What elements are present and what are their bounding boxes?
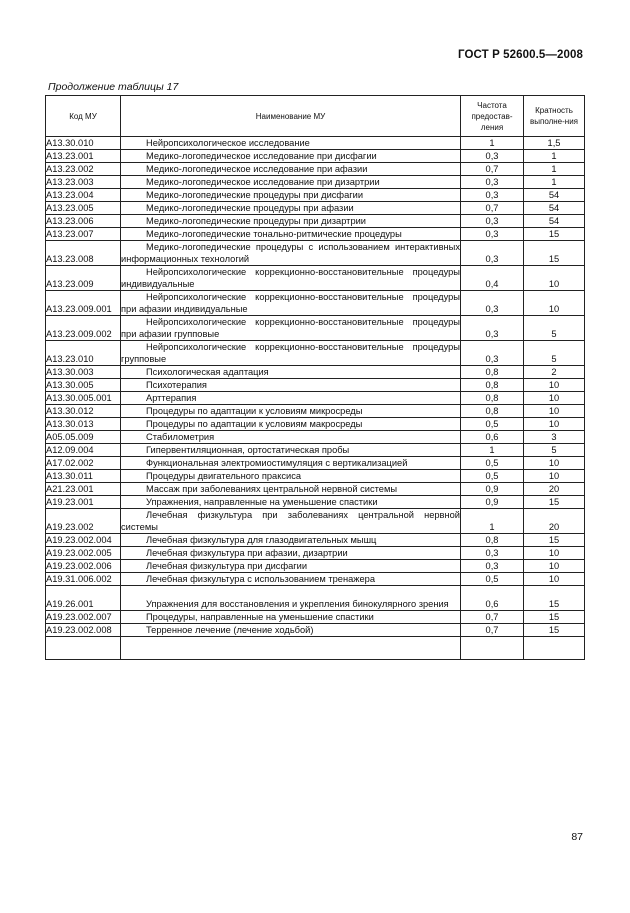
service-code-cell: A21.23.001 [46,483,121,496]
service-name-text: Процедуры по адаптации к условиям микросреды [146,406,363,416]
multiplicity-cell: 1 [524,176,585,189]
frequency-cell: 0,8 [461,392,524,405]
service-name-cell [121,444,461,457]
multiplicity-cell: 20 [524,483,585,496]
service-name-text: Гипервентиляционная, ортостатическая пробы [146,445,350,455]
frequency-cell: 0,5 [461,418,524,431]
service-code-cell: A13.30.010 [46,137,121,150]
service-name-text: Психологическая адаптация [146,367,269,377]
table-continuation-caption: Продолжение таблицы 17 [48,81,179,93]
table-row [46,586,585,611]
frequency-cell: 0,8 [461,379,524,392]
table-row [46,534,585,547]
table-header-row [46,96,585,137]
multiplicity-cell: 10 [524,457,585,470]
service-name-cell [121,418,461,431]
multiplicity-cell: 15 [524,586,585,611]
service-name-cell [121,586,461,611]
service-name-text: Медико-логопедические процедуры при дисфагии [146,190,364,200]
frequency-cell: 0,7 [461,202,524,215]
service-name-text: Лечебная физкультура для глазодвигательных мышц [146,535,377,545]
standard-designation: ГОСТ Р 52600.5—2008 [458,49,583,61]
service-name-text: Лечебная физкультура при дисфагии [146,561,308,571]
service-name-text: Функциональная электромиостимуляция с вертикализацией [146,458,408,468]
service-name-cell [121,624,461,637]
service-code-cell: A13.23.009 [46,266,121,291]
service-name-text: Процедуры двигательного праксиса [146,471,302,481]
service-name-cell [121,534,461,547]
service-name-text: Стабилометрия [146,432,215,442]
table-row [46,624,585,637]
service-code-cell: A13.23.002 [46,163,121,176]
multiplicity-cell: 1 [524,150,585,163]
service-name-cell [121,611,461,624]
service-name-text: Медико-логопедическое исследование при дисфагии [146,151,377,161]
table-row [46,202,585,215]
service-name-text: Лечебная физкультура при афазии, дизартрии [146,548,348,558]
service-name-text: Лечебная физкультура при заболеваниях центральной нервной системы [121,510,460,532]
service-name-cell [121,241,461,266]
service-code-cell: A13.30.012 [46,405,121,418]
frequency-cell: 0,7 [461,163,524,176]
service-code-cell: A13.23.005 [46,202,121,215]
frequency-cell: 0,3 [461,215,524,228]
service-name-text: Терренное лечение (лечение ходьбой) [146,625,314,635]
multiplicity-cell: 1,5 [524,137,585,150]
blank-cell [461,637,524,660]
frequency-cell: 0,3 [461,150,524,163]
table-row [46,405,585,418]
multiplicity-cell: 10 [524,266,585,291]
multiplicity-cell: 10 [524,379,585,392]
table-row [46,509,585,534]
table-row [46,241,585,266]
frequency-cell: 0,3 [461,316,524,341]
frequency-cell: 0,3 [461,547,524,560]
service-name-text: Медико-логопедические процедуры при дизартрии [146,216,367,226]
table-row-blank [46,637,585,660]
frequency-cell: 0,3 [461,560,524,573]
service-name-text: Нейропсихологическое исследование [146,138,310,148]
service-code-cell: A13.23.007 [46,228,121,241]
frequency-cell: 0,8 [461,534,524,547]
service-code-cell: A19.31.006.002 [46,573,121,586]
service-name-cell [121,291,461,316]
service-name-cell [121,176,461,189]
service-code-cell: A13.23.010 [46,341,121,366]
service-name-cell [121,431,461,444]
multiplicity-cell: 5 [524,444,585,457]
service-code-cell: A19.23.002 [46,509,121,534]
service-name-text: Процедуры, направленные на уменьшение спастики [146,612,374,622]
multiplicity-cell: 10 [524,418,585,431]
table-row [46,228,585,241]
frequency-cell: 0,7 [461,624,524,637]
service-code-cell: A13.23.004 [46,189,121,202]
frequency-cell: 0,3 [461,228,524,241]
multiplicity-cell: 54 [524,189,585,202]
multiplicity-cell: 54 [524,215,585,228]
service-code-cell: A13.30.005 [46,379,121,392]
service-name-cell [121,163,461,176]
table-row [46,547,585,560]
table-body [46,137,585,660]
frequency-cell: 0,3 [461,189,524,202]
table-row [46,189,585,202]
multiplicity-cell: 2 [524,366,585,379]
service-code-cell: A13.23.001 [46,150,121,163]
table-row [46,444,585,457]
blank-cell [121,637,461,660]
service-name-text: Нейропсихологические коррекционно-восстановительные процедуры индивидуальные [121,267,460,289]
service-name-text: Медико-логопедическое исследование при афазии [146,164,368,174]
service-name-text: Нейропсихологические коррекционно-восстановительные процедуры при афазии групповые [121,317,460,339]
table-row [46,266,585,291]
table-row [46,379,585,392]
frequency-cell: 0,5 [461,573,524,586]
service-name-cell [121,457,461,470]
service-code-cell: A13.30.011 [46,470,121,483]
multiplicity-cell: 20 [524,509,585,534]
table-row [46,176,585,189]
table-row [46,366,585,379]
service-name-cell [121,560,461,573]
multiplicity-cell: 15 [524,228,585,241]
column-header-name: Наименование МУ [121,96,461,137]
frequency-cell: 1 [461,137,524,150]
table-row [46,457,585,470]
column-header-multiplicity: Кратность выполне-ния [524,96,585,137]
service-name-cell [121,379,461,392]
service-name-text: Психотерапия [146,380,207,390]
service-name-text: Упражнения, направленные на уменьшение спастики [146,497,378,507]
frequency-cell: 0,3 [461,241,524,266]
service-code-cell: A19.26.001 [46,586,121,611]
service-name-text: Упражнения для восстановления и укрепления бинокулярного зрения [146,599,449,609]
multiplicity-cell: 10 [524,560,585,573]
table-row [46,291,585,316]
multiplicity-cell: 10 [524,470,585,483]
service-code-cell: A13.23.009.002 [46,316,121,341]
table-row [46,341,585,366]
service-code-cell: A19.23.001 [46,496,121,509]
service-name-cell [121,316,461,341]
frequency-cell: 0,8 [461,366,524,379]
multiplicity-cell: 10 [524,291,585,316]
service-code-cell: A05.05.009 [46,431,121,444]
service-name-cell [121,483,461,496]
multiplicity-cell: 10 [524,392,585,405]
service-name-cell [121,496,461,509]
table-row [46,150,585,163]
frequency-cell: 1 [461,444,524,457]
service-name-text: Лечебная физкультура с использованием тренажера [146,574,375,584]
service-code-cell: A17.02.002 [46,457,121,470]
service-name-text: Нейропсихологические коррекционно-восстановительные процедуры при афазии индивидуальные [121,292,460,314]
frequency-cell: 0,5 [461,470,524,483]
service-name-cell [121,137,461,150]
service-name-text: Медико-логопедическое исследование при дизартрии [146,177,380,187]
service-name-cell [121,366,461,379]
table-row [46,215,585,228]
service-code-cell: A13.23.006 [46,215,121,228]
multiplicity-cell: 5 [524,341,585,366]
service-name-text: Медико-логопедические процедуры при афазии [146,203,354,213]
multiplicity-cell: 10 [524,547,585,560]
column-header-code: Код МУ [46,96,121,137]
service-code-cell: A13.23.003 [46,176,121,189]
service-name-text: Арттерапия [146,393,197,403]
services-table [45,95,585,660]
service-name-text: Нейропсихологические коррекционно-восстановительные процедуры групповые [121,342,460,364]
frequency-cell: 0,8 [461,405,524,418]
service-name-text: Медико-логопедические тонально-ритмические процедуры [146,229,402,239]
frequency-cell: 0,6 [461,431,524,444]
frequency-cell: 0,6 [461,586,524,611]
table-row [46,611,585,624]
multiplicity-cell: 54 [524,202,585,215]
blank-cell [524,637,585,660]
multiplicity-cell: 15 [524,534,585,547]
multiplicity-cell: 15 [524,624,585,637]
frequency-cell: 0,3 [461,291,524,316]
frequency-cell: 0,3 [461,341,524,366]
service-name-cell [121,405,461,418]
frequency-cell: 0,5 [461,457,524,470]
service-code-cell: A19.23.002.004 [46,534,121,547]
service-name-text: Медико-логопедические процедуры с использованием интерактивных информационных технологий [121,242,460,264]
multiplicity-cell: 15 [524,241,585,266]
frequency-cell: 0,4 [461,266,524,291]
service-name-cell [121,470,461,483]
frequency-cell: 0,3 [461,176,524,189]
service-code-cell: A13.30.005.001 [46,392,121,405]
multiplicity-cell: 5 [524,316,585,341]
table-row [46,316,585,341]
table-row [46,496,585,509]
multiplicity-cell: 15 [524,611,585,624]
table-row [46,483,585,496]
service-code-cell: A12.09.004 [46,444,121,457]
service-code-cell: A13.30.013 [46,418,121,431]
frequency-cell: 1 [461,509,524,534]
frequency-cell: 0,9 [461,483,524,496]
service-code-cell: A19.23.002.007 [46,611,121,624]
table-row [46,137,585,150]
frequency-cell: 0,7 [461,611,524,624]
page-number: 87 [571,831,583,843]
multiplicity-cell: 15 [524,496,585,509]
service-name-cell [121,189,461,202]
service-name-text: Массаж при заболеваниях центральной нервной системы [146,484,398,494]
frequency-cell: 0,9 [461,496,524,509]
table-row [46,431,585,444]
table-row [46,163,585,176]
multiplicity-cell: 10 [524,405,585,418]
service-name-cell [121,202,461,215]
service-name-cell [121,341,461,366]
service-name-cell [121,392,461,405]
multiplicity-cell: 10 [524,573,585,586]
service-name-cell [121,266,461,291]
service-name-text: Процедуры по адаптации к условиям макросреды [146,419,363,429]
service-code-cell: A13.23.008 [46,241,121,266]
service-code-cell: A13.23.009.001 [46,291,121,316]
table-row [46,418,585,431]
service-name-cell [121,573,461,586]
table-row [46,392,585,405]
service-name-cell [121,150,461,163]
service-code-cell: A19.23.002.008 [46,624,121,637]
service-code-cell: A19.23.002.006 [46,560,121,573]
table-row [46,560,585,573]
table-row [46,573,585,586]
blank-cell [46,637,121,660]
service-name-cell [121,228,461,241]
service-name-cell [121,547,461,560]
service-code-cell: A13.30.003 [46,366,121,379]
service-code-cell: A19.23.002.005 [46,547,121,560]
column-header-frequency: Частота предостав-ления [461,96,524,137]
service-name-cell [121,215,461,228]
multiplicity-cell: 3 [524,431,585,444]
multiplicity-cell: 1 [524,163,585,176]
table-row [46,470,585,483]
service-name-cell [121,509,461,534]
